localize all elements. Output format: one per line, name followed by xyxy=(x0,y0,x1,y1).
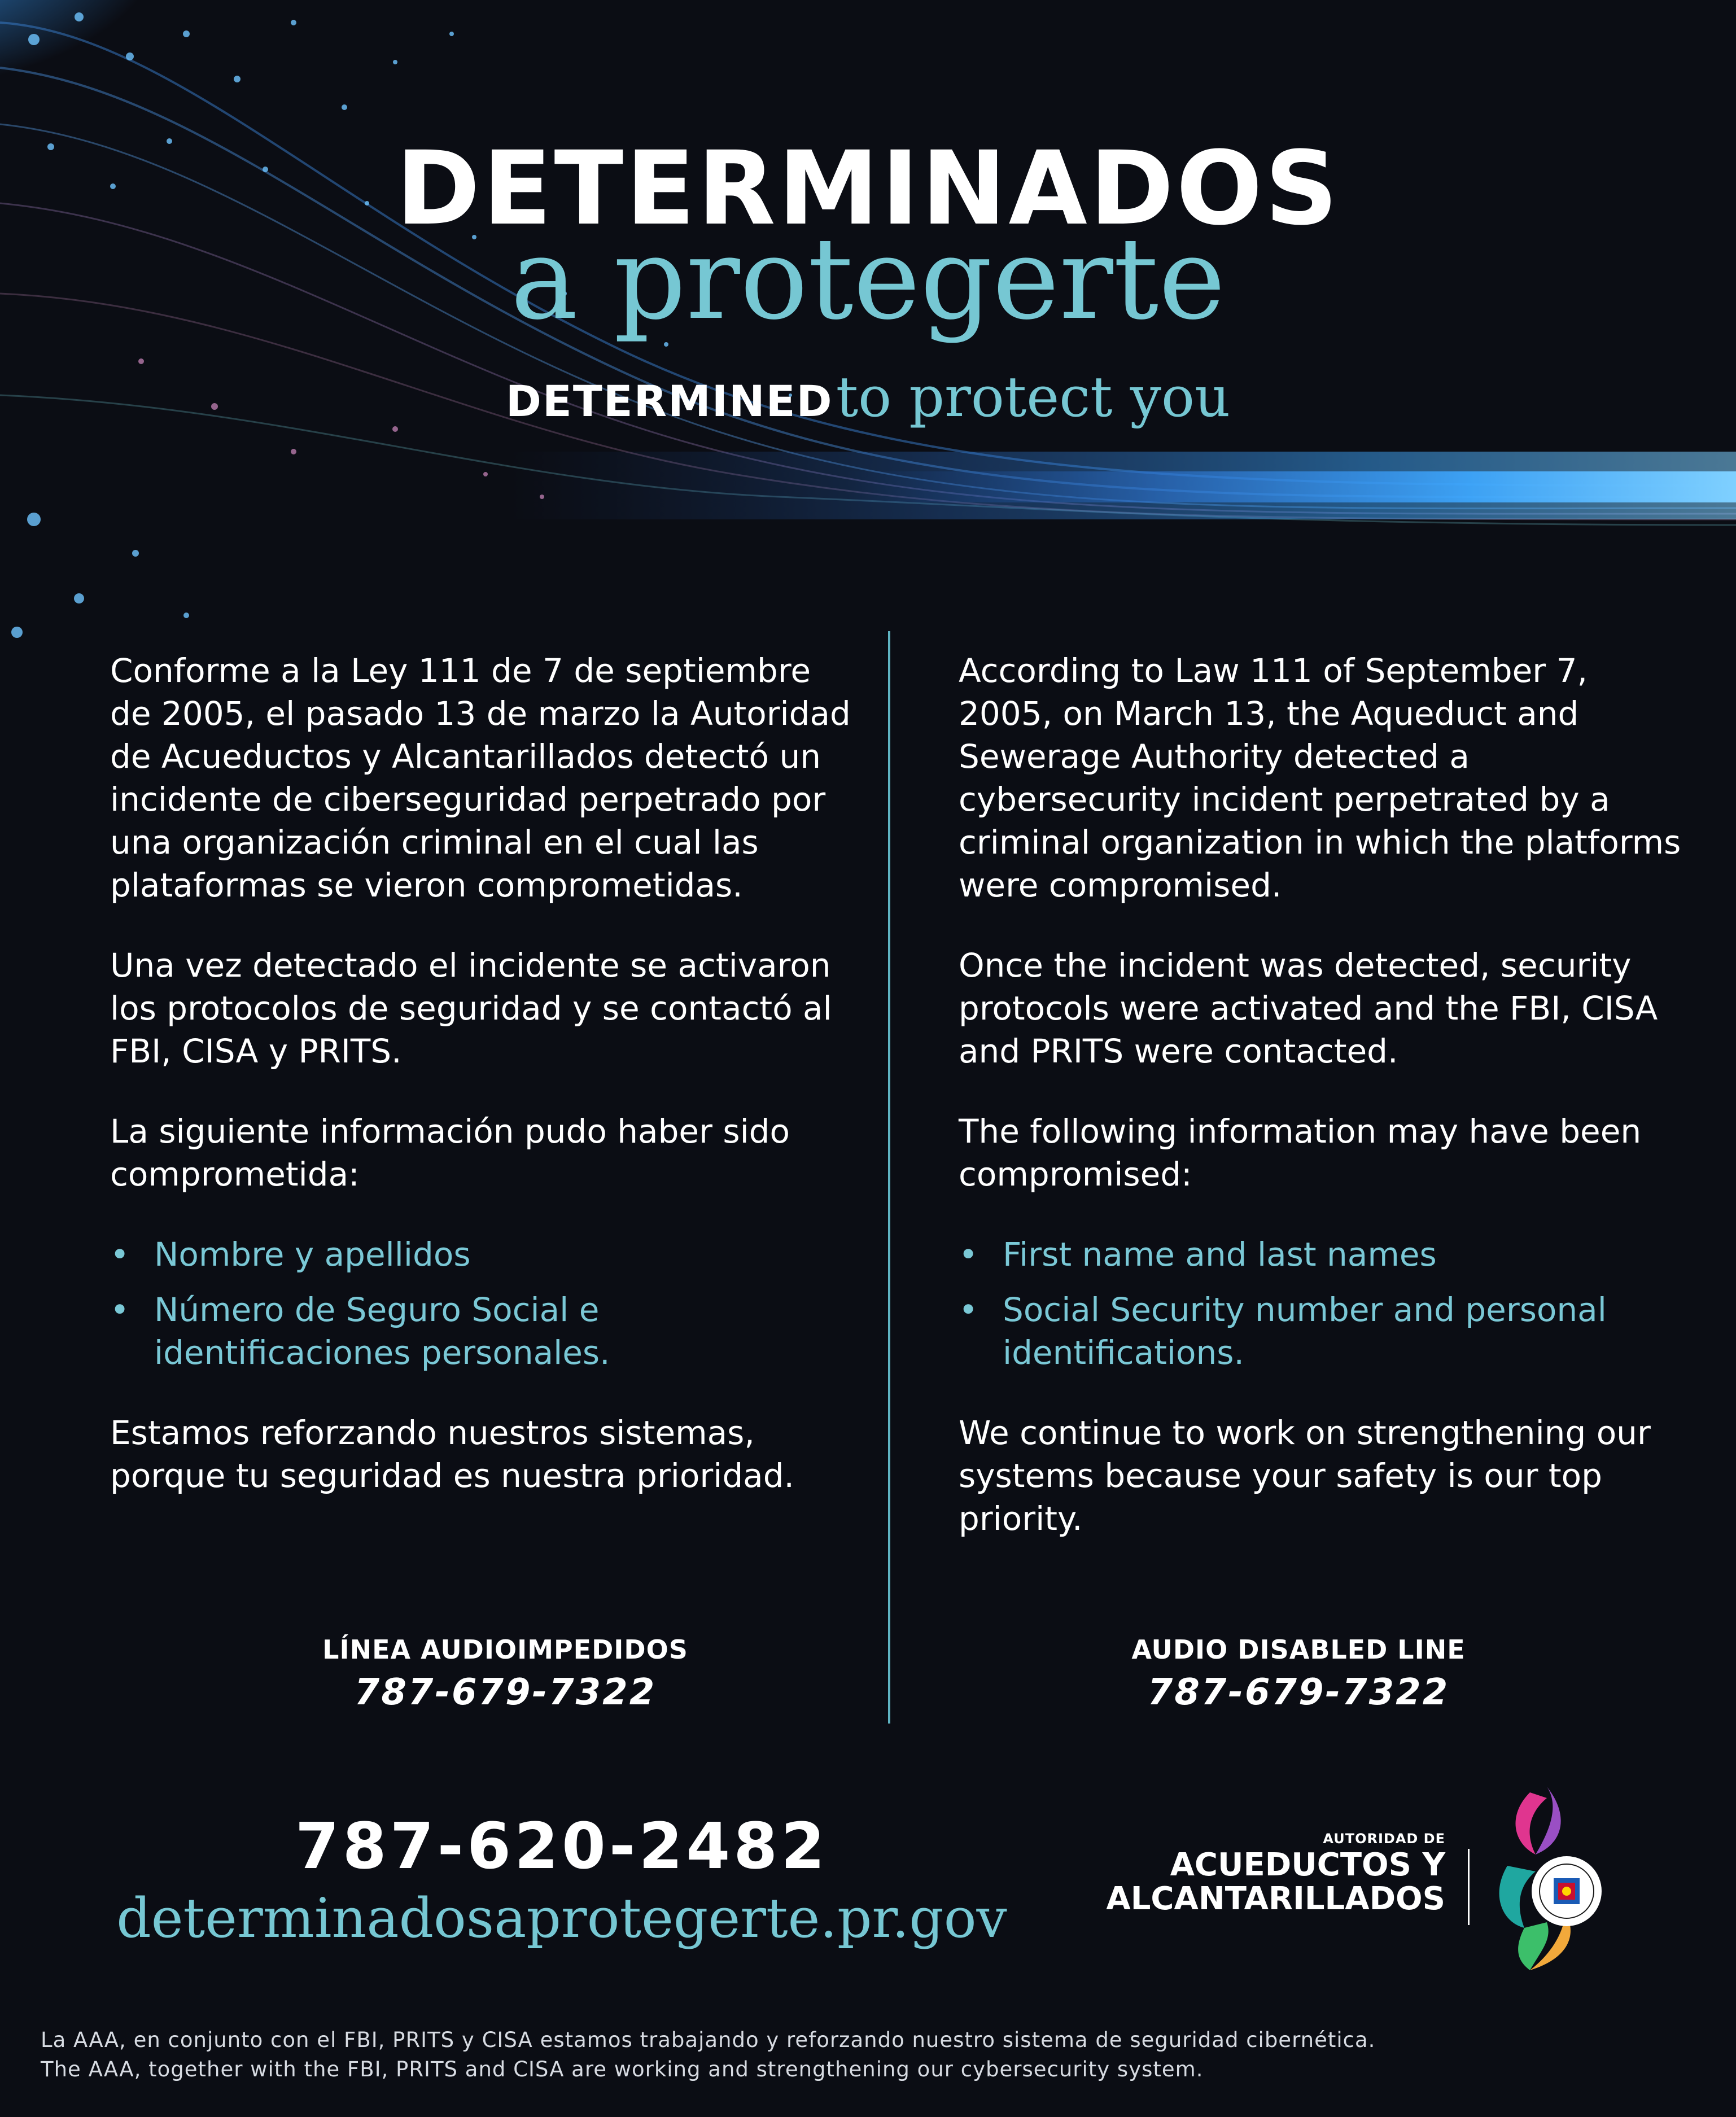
title-block xyxy=(0,0,1736,649)
bullet-text: Número de Seguro Social e identificaciones personales. xyxy=(154,1291,610,1372)
logo-line-1: ACUEDUCTOS Y xyxy=(1170,1847,1445,1883)
hero-graphic xyxy=(0,0,1736,649)
english-audio-line xyxy=(1016,1632,1581,1717)
aaa-logo-icon xyxy=(1490,1781,1615,1975)
main-phone-number[interactable]: 787-620-2482 xyxy=(295,1810,829,1883)
headline-subtitle: a protegerte xyxy=(510,213,1226,345)
logo-line-2: ALCANTARILLADOS xyxy=(1106,1880,1445,1917)
audio-line-number[interactable]: 787-679-7322 xyxy=(1147,1672,1450,1713)
aaa-logo-text xyxy=(1027,1829,1445,1916)
spanish-paragraph-2: Una vez detectado el incidente se activaron los protocolos de seguridad y se contactó al FBI, CISA y PRITS. xyxy=(110,946,832,1070)
spanish-paragraph-4: Estamos reforzando nuestros sistemas, porque tu seguridad es nuestra prioridad. xyxy=(110,1414,794,1495)
column-divider xyxy=(888,631,890,1724)
english-tagline-bold: DETERMINED xyxy=(505,376,833,426)
spanish-bullet-list xyxy=(110,1233,861,1374)
website-link[interactable]: determinadosaprotegerte.pr.gov xyxy=(116,1887,1007,1950)
pr-seal-icon xyxy=(1490,1781,1615,1973)
headline: DETERMINADOS xyxy=(396,130,1340,248)
bullet-icon: • xyxy=(110,1291,130,1329)
bullet-icon: • xyxy=(959,1235,978,1274)
logo-small-text: AUTORIDAD DE xyxy=(1323,1831,1445,1847)
english-paragraph-2: Once the incident was detected, security protocols were activated and the FBI, CISA and PRITS were contacted. xyxy=(959,946,1658,1070)
footer-line-es: La AAA, en conjunto con el FBI, PRITS y CISA estamos trabajando y reforzando nuestro sistema de seguridad cibernética. xyxy=(41,2028,1376,2052)
spanish-audio-line xyxy=(223,1632,788,1717)
bullet-text: First name and last names xyxy=(1003,1235,1437,1274)
footer-line-en: The AAA, together with the FBI, PRITS and CISA are working and strengthening our cybersecurity system. xyxy=(41,2057,1204,2081)
spanish-column xyxy=(110,649,861,1534)
english-paragraph-4: We continue to work on strengthening our systems because your safety is our top priority. xyxy=(959,1414,1651,1538)
bullet-icon: • xyxy=(110,1235,130,1274)
english-tagline-script: to protect you xyxy=(836,365,1231,430)
bullet-text: Social Security number and personal identifications. xyxy=(1003,1291,1607,1372)
list-item xyxy=(110,1288,861,1374)
list-item xyxy=(959,1288,1687,1374)
logo-separator xyxy=(1468,1849,1470,1925)
english-tagline xyxy=(0,365,1736,430)
spanish-paragraph-3: La siguiente información pudo haber sido comprometida: xyxy=(110,1112,790,1193)
list-item xyxy=(959,1233,1687,1276)
bullet-text: Nombre y apellidos xyxy=(154,1235,471,1274)
bullet-icon: • xyxy=(959,1291,978,1329)
footer xyxy=(41,2026,1706,2084)
audio-line-label: AUDIO DISABLED LINE xyxy=(1131,1634,1466,1665)
list-item xyxy=(110,1233,861,1276)
audio-line-number[interactable]: 787-679-7322 xyxy=(354,1672,657,1713)
spanish-paragraph-1: Conforme a la Ley 111 de 7 de septiembre de 2005, el pasado 13 de marzo la Autoridad de Acueductos y Alcantarillados detectó un incidente de ciberseguridad perpetrado por una organización criminal en el cual las plataformas se vieron comprometidas. xyxy=(110,651,851,904)
english-paragraph-1: According to Law 111 of September 7, 2005, on March 13, the Aqueduct and Sewerage Authority detected a cybersecurity incident perpetrated by a criminal organization in which the platforms were compromised. xyxy=(959,651,1681,904)
english-bullet-list xyxy=(959,1233,1687,1374)
english-paragraph-3: The following information may have been compromised: xyxy=(959,1112,1642,1193)
english-column xyxy=(959,649,1687,1577)
audio-line-label: LÍNEA AUDIOIMPEDIDOS xyxy=(322,1634,688,1665)
